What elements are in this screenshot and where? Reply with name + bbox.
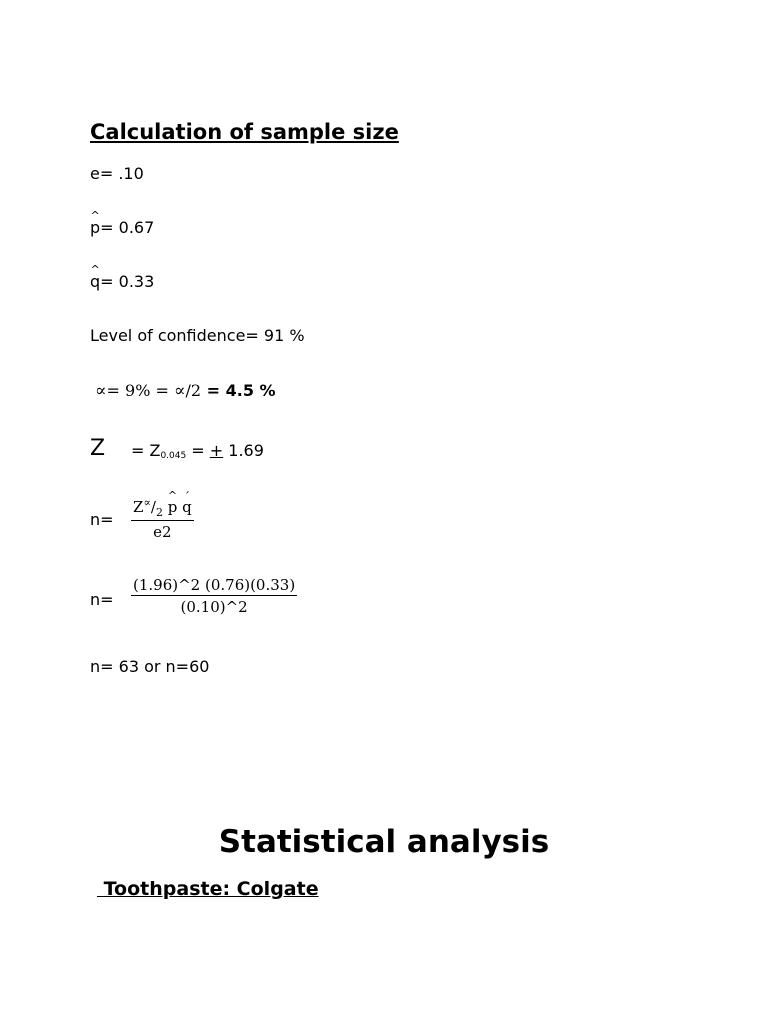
z-prefix: = Z	[131, 441, 161, 460]
e-line: e= .10	[90, 164, 144, 183]
formula-q-acute: q ´	[182, 498, 192, 516]
z-line	[131, 441, 264, 461]
alpha-symbol-2: ∝	[173, 381, 186, 401]
formula-two: 2	[155, 506, 163, 519]
section-heading: Calculation of sample size	[90, 120, 399, 144]
alpha-result: = 4.5 %	[201, 381, 276, 400]
z-value: 1.69	[223, 441, 264, 460]
calc-frac	[131, 576, 297, 616]
formula-fraction	[131, 496, 194, 541]
formula-numerator	[131, 496, 194, 521]
formula-label: n=	[90, 510, 114, 529]
calc-denominator: (0.10)^2	[180, 598, 248, 616]
q-line	[90, 272, 154, 291]
alpha-symbol: ∝	[95, 381, 107, 401]
z-subscript: 0.045	[160, 451, 187, 461]
calc-fraction	[131, 576, 297, 616]
alpha-divide: /2	[185, 381, 202, 400]
alpha-equals: = 9% =	[106, 381, 174, 400]
result-line: n= 63 or n=60	[90, 657, 210, 676]
formula-p-hat: p ^	[168, 498, 178, 516]
p-value: = 0.67	[100, 218, 155, 237]
formula-z: Z	[133, 498, 144, 516]
confidence-line: Level of confidence= 91 %	[90, 326, 305, 345]
toothpaste-subheading: Toothpaste: Colgate	[97, 878, 319, 900]
alpha-line	[95, 381, 276, 401]
formula-denominator: e2	[153, 523, 172, 541]
z-equals: =	[186, 441, 210, 460]
p-line	[90, 218, 154, 237]
q-hat-symbol: q ^	[90, 272, 100, 291]
p-hat-symbol: p ^	[90, 218, 100, 237]
formula-alpha: ∝	[143, 496, 151, 509]
z-symbol: Z	[90, 436, 106, 461]
formula-slash: /	[150, 498, 156, 516]
statistical-analysis-title: Statistical analysis	[218, 824, 550, 860]
q-value: = 0.33	[100, 272, 155, 291]
plus-minus-symbol: +	[209, 441, 224, 460]
formula-frac	[131, 496, 194, 541]
calc-numerator: (1.96)^2 (0.76)(0.33)	[133, 576, 296, 594]
calc-label: n=	[90, 590, 114, 609]
